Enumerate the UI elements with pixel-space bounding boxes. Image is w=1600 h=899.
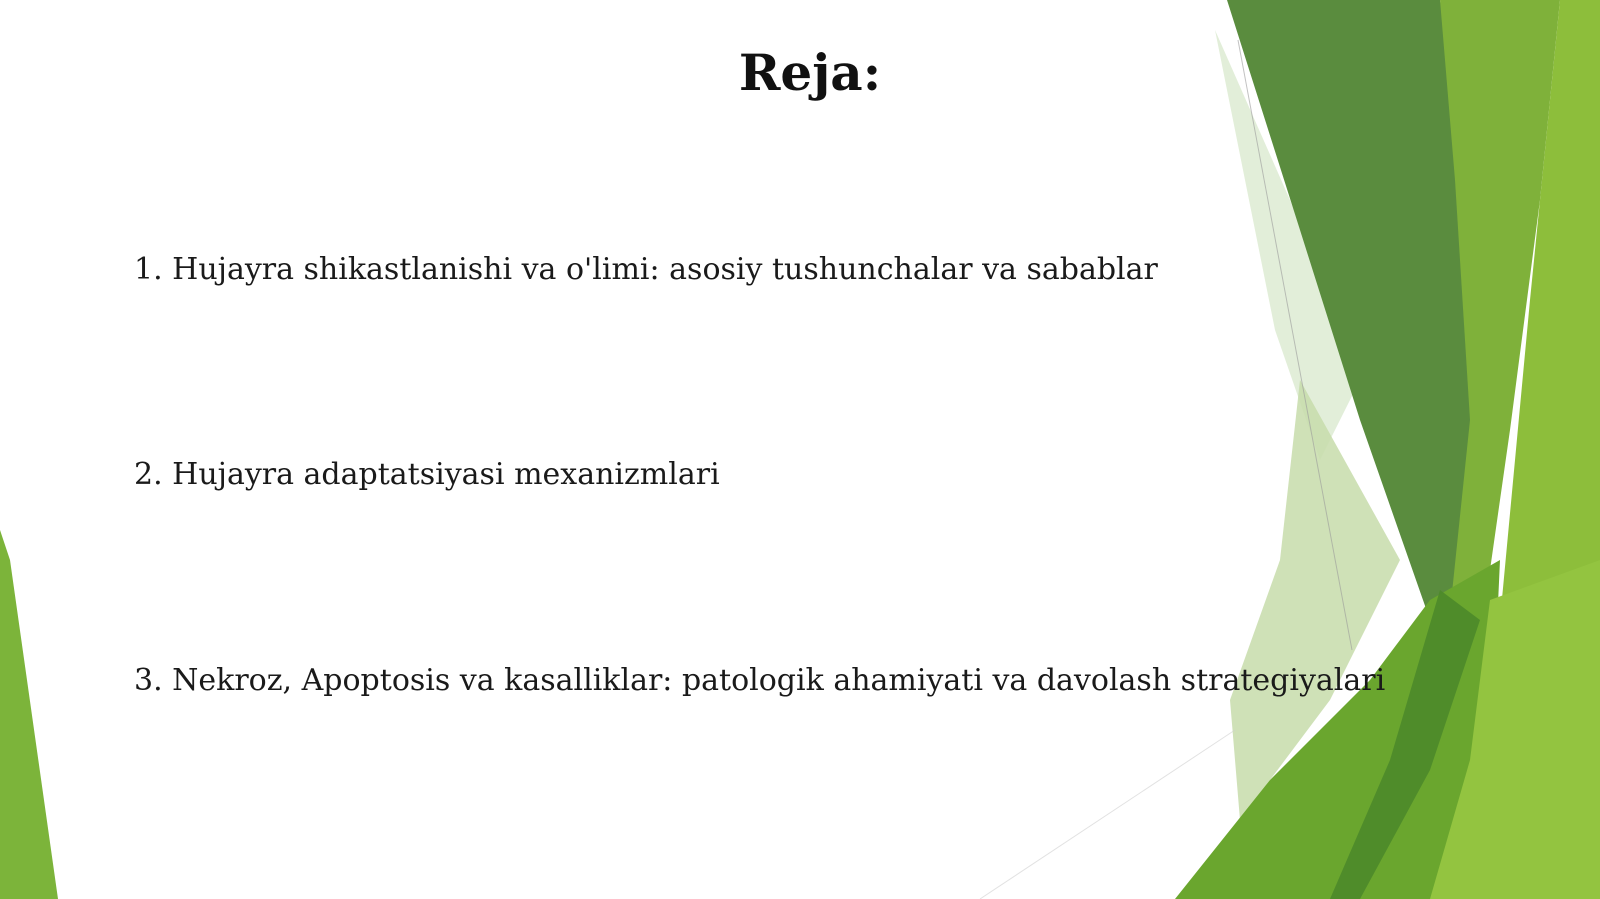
left-green-sliver bbox=[0, 530, 58, 899]
plan-item-1: 1. Hujayra shikastlanishi va o'limi: asosiy tushunchalar va sabablar bbox=[134, 252, 1158, 287]
plan-item-3: 3. Nekroz, Apoptosis va kasalliklar: patologik ahamiyati va davolash strategiyalari bbox=[134, 663, 1386, 698]
plan-item-2: 2. Hujayra adaptatsiyasi mexanizmlari bbox=[134, 457, 720, 492]
slide-title: Reja: bbox=[738, 43, 882, 102]
